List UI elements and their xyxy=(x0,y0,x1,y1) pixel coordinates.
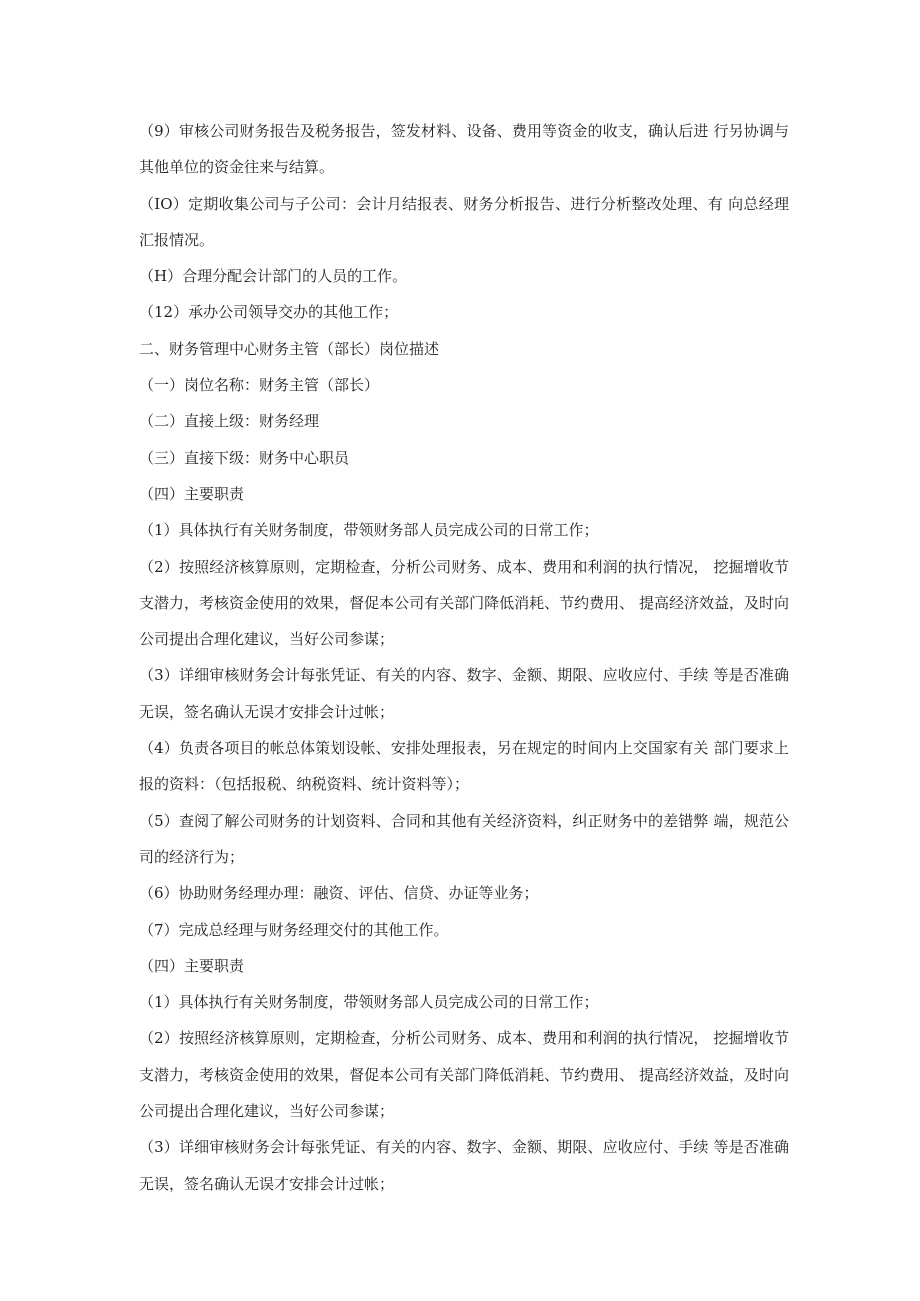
direct-superior: （二）直接上级：财务经理 xyxy=(139,412,320,431)
duty-item-6: （6）协助财务经理办理：融资、评估、信贷、办证等业务； xyxy=(139,884,539,903)
section-heading: 二、财务管理中心财务主管（部长）岗位描述 xyxy=(139,339,440,358)
duty-item-1: （1）具体执行有关财务制度，带领财务部人员完成公司的日常工作； xyxy=(139,521,599,540)
paragraph-item-12: （12）承办公司领导交办的其他工作； xyxy=(139,303,399,322)
duty-item-4: （4）负责各项目的帐总体策划设帐、安排处理报表，另在规定的时间内上交国家有关 部门要求上报的资料：（包括报税、纳税资料、统计资料等）； xyxy=(139,739,789,794)
duty-item-2-repeat: （2）按照经济核算原则，定期检查，分析公司财务、成本、费用和利润的执行情况， 挖掘增收节支潜力，考核资金使用的效果，督促本公司有关部门降低消耗、节约费用、 提高经济效益，及时向公司提出合理化建议，当好公司参谋； xyxy=(139,1029,789,1121)
duty-item-5: （5）查阅了解公司财务的计划资料、合同和其他有关经济资料，纠正财务中的差错弊 端，规范公司的经济行为； xyxy=(139,811,789,866)
position-name: （一）岗位名称：财务主管（部长） xyxy=(139,376,380,395)
paragraph-item-11: （H）合理分配会计部门的人员的工作。 xyxy=(139,267,408,286)
duties-heading: （四）主要职责 xyxy=(139,484,245,503)
duty-item-3-repeat: （3）详细审核财务会计每张凭证、有关的内容、数字、金额、期限、应收应付、手续 等是否准确无误，签名确认无误才安排会计过帐； xyxy=(139,1138,789,1193)
paragraph-item-9: （9）审核公司财务报告及税务报告，签发材料、设备、费用等资金的收支，确认后进 行另协调与其他单位的资金往来与结算。 xyxy=(139,122,789,177)
duty-item-1-repeat: （1）具体执行有关财务制度，带领财务部人员完成公司的日常工作； xyxy=(139,993,599,1012)
duty-item-2: （2）按照经济核算原则，定期检查，分析公司财务、成本、费用和利润的执行情况， 挖掘增收节支潜力，考核资金使用的效果，督促本公司有关部门降低消耗、节约费用、 提高经济效益，及时向公司提出合理化建议，当好公司参谋； xyxy=(139,557,789,649)
document-body xyxy=(139,113,789,1202)
paragraph-item-10: （IO）定期收集公司与子公司：会计月结报表、财务分析报告、进行分析整改处理、有 向总经理汇报情况。 xyxy=(139,194,789,249)
duty-item-7: （7）完成总经理与财务经理交付的其他工作。 xyxy=(139,920,449,939)
direct-subordinate: （三）直接下级：财务中心职员 xyxy=(139,448,350,467)
duties-heading-repeat: （四）主要职责 xyxy=(139,956,245,975)
duty-item-3: （3）详细审核财务会计每张凭证、有关的内容、数字、金额、期限、应收应付、手续 等是否准确无误，签名确认无误才安排会计过帐； xyxy=(139,666,789,721)
